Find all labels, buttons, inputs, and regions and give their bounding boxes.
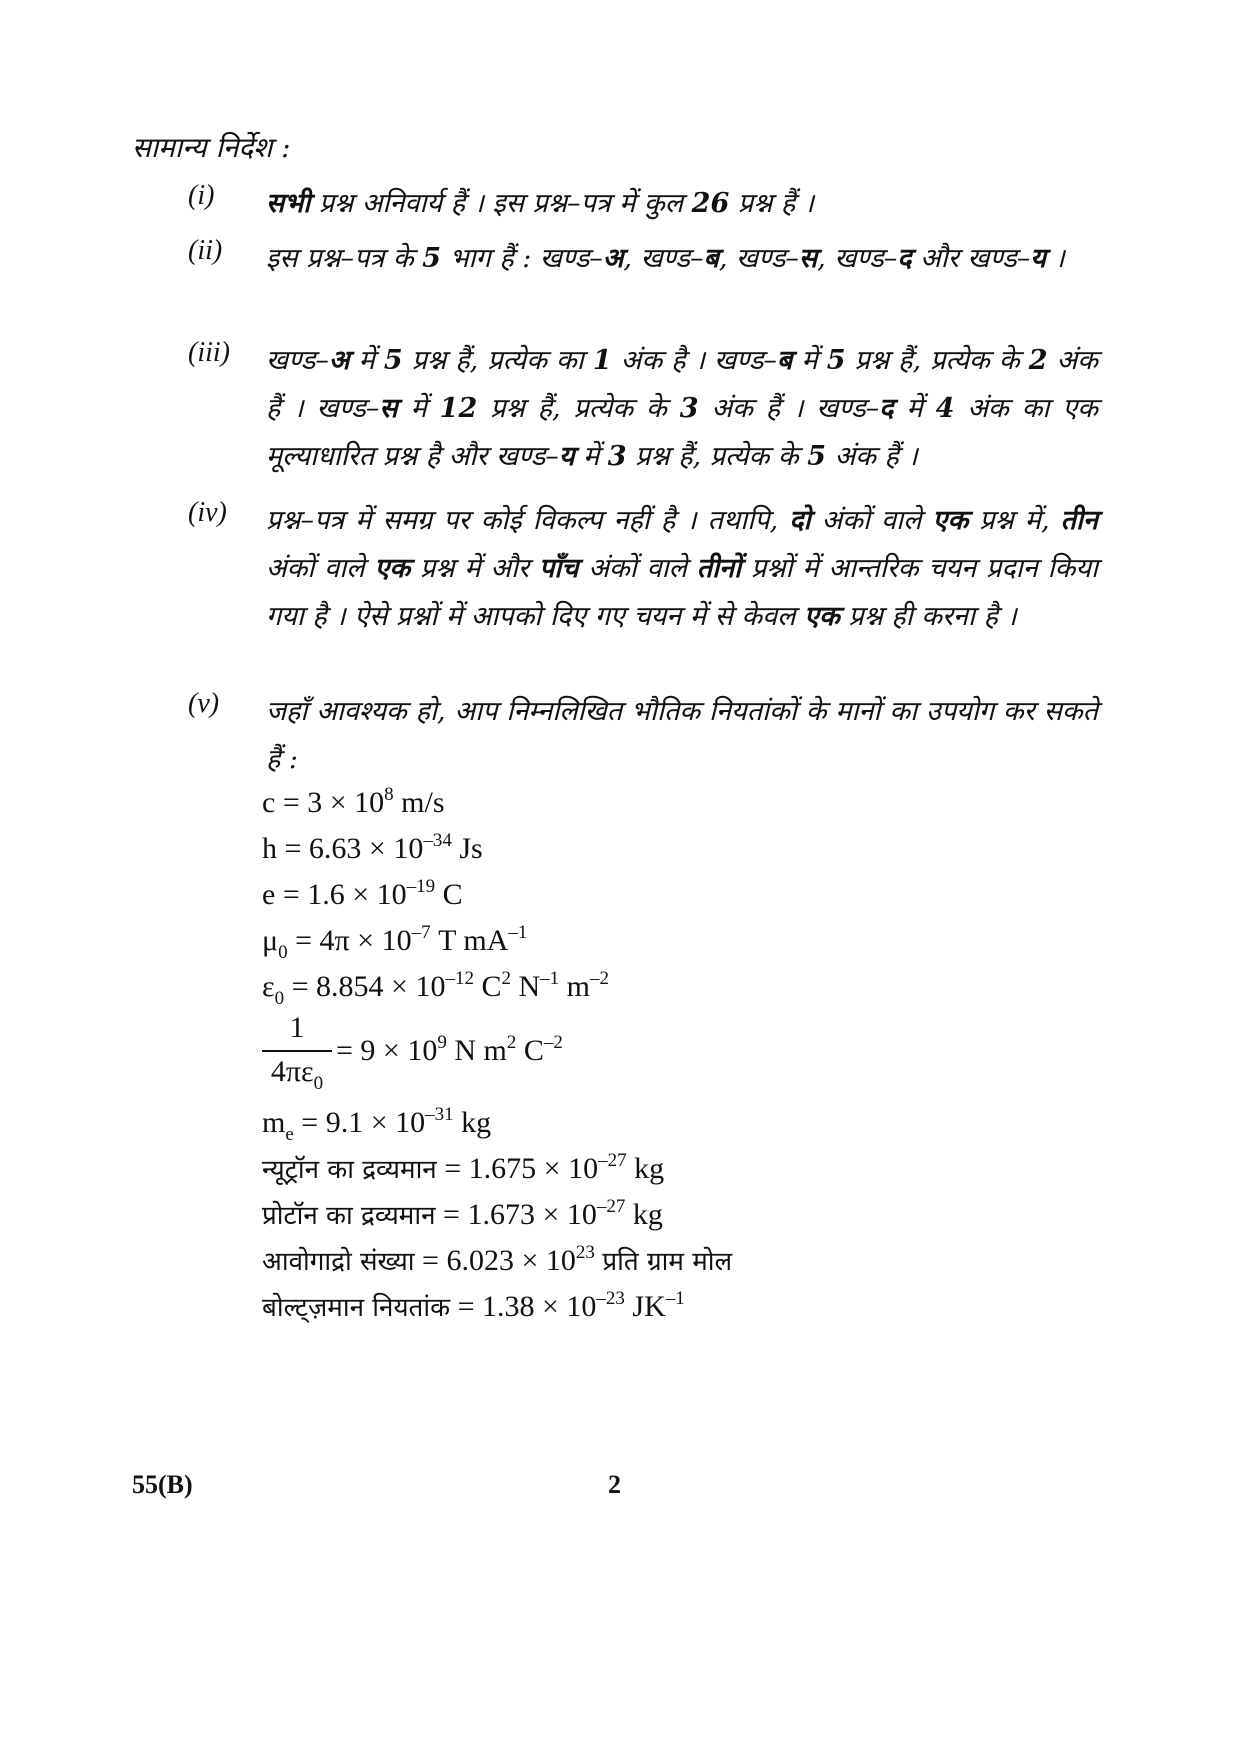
instruction-item — [188, 337, 1098, 481]
instruction-number: (iv) — [188, 497, 227, 528]
page-number: 2 — [608, 1470, 621, 1499]
instruction-text: सभी प्रश्न अनिवार्य हैं । इस प्रश्न–पत्र में कुल 26 प्रश्न हैं । — [266, 188, 815, 219]
instruction-item — [188, 235, 1098, 331]
physical-constants-list — [262, 780, 732, 1330]
coulomb-constant-line — [262, 1010, 732, 1100]
instruction-number: (iii) — [188, 337, 230, 368]
instruction-number: (i) — [188, 180, 215, 211]
instruction-text: खण्ड–अ में 5 प्रश्न हैं, प्रत्येक का 1 अंक है । खण्ड–ब में 5 प्रश्न हैं, प्रत्येक के 2 अंक हैं । खण्ड–स में 12 प्रश्न हैं, प्रत्येक के 3 अंक हैं । खण्ड–द में 4 अंक का एक मूल्याधारित प्रश्न है और खण्ड–य में 3 प्रश्न हैं, प्रत्येक के 5 अंक हैं । — [266, 345, 1099, 472]
constant-line: $\mu_0 = 4\pi \times 10^{-7}$ T $mA^{-1}$ — [262, 922, 528, 963]
constant-line: प्रोटॉन का द्रव्यमान = $1.673 \times 10^{-27}$ kg — [262, 1196, 663, 1231]
fraction — [262, 1010, 332, 1092]
instruction-text: इस प्रश्न–पत्र के 5 भाग हैं : खण्ड–अ, खण्ड–ब, खण्ड–स, खण्ड–द और खण्ड–य । — [266, 243, 1065, 274]
fraction-value: = $9 \times 10^9$ N $m^2$ $C^{-2}$ — [336, 1032, 563, 1067]
general-instructions-heading: सामान्य निर्देश : — [132, 131, 291, 164]
constant-line: $\varepsilon_0 = 8.854 \times 10^{-12}$ $C^2$ $N^{-1}$ $m^{-2}$ — [262, 968, 609, 1009]
fraction-numerator: 1 — [262, 1010, 332, 1052]
instruction-number: (v) — [188, 688, 220, 719]
constant-line: आवोगाद्रो संख्या = $6.023 \times 10^{23}$ प्रति ग्राम मोल — [262, 1242, 733, 1277]
constant-line: बोल्ट्ज़मान नियतांक = $1.38 \times 10^{-23}$ $JK^{-1}$ — [262, 1288, 685, 1323]
constant-line: $c = 3 \times 10^8$ m/s — [262, 784, 445, 819]
constant-line: $e = 1.6 \times 10^{-19}$ C — [262, 876, 463, 911]
paper-code: 55(B) — [132, 1470, 193, 1499]
fraction-denominator: $4\pi\varepsilon_0$ — [270, 1055, 324, 1094]
instruction-item — [188, 180, 1098, 228]
constant-line: $m_e = 9.1 \times 10^{-31}$ kg — [262, 1104, 492, 1145]
instruction-item — [188, 497, 1098, 689]
instruction-text: जहाँ आवश्यक हो, आप निम्नलिखित भौतिक नियतांकों के मानों का उपयोग कर सकते हैं : — [266, 696, 1098, 775]
constant-line: $h = 6.63 \times 10^{-34}$ Js — [262, 830, 483, 865]
instruction-item — [188, 688, 1098, 784]
constant-line: न्यूट्रॉन का द्रव्यमान = $1.675 \times 10^{-27}$ kg — [262, 1150, 665, 1185]
instruction-number: (ii) — [188, 235, 223, 266]
instruction-text: प्रश्न–पत्र में समग्र पर कोई विकल्प नहीं है । तथापि, दो अंकों वाले एक प्रश्न में, तीन अंकों वाले एक प्रश्न में और पाँच अंकों वाले तीनों प्रश्नों में आन्तरिक चयन प्रदान किया गया है । ऐसे प्रश्नों में आपको दिए गए चयन में से केवल एक प्रश्न ही करना है । — [266, 505, 1099, 632]
